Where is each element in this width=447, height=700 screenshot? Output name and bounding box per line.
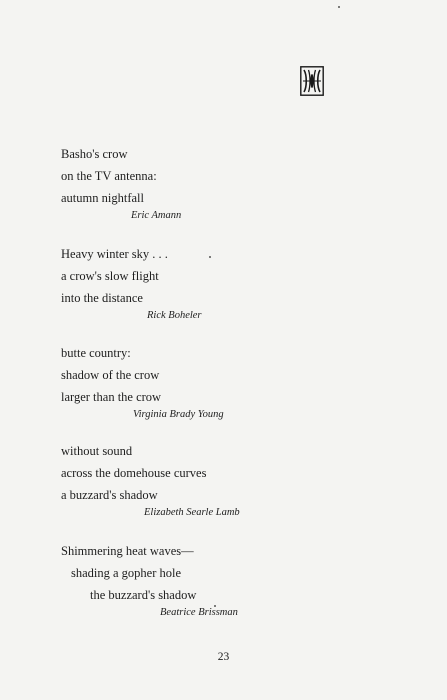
paper-speck [338, 6, 340, 8]
haiku-3 [61, 342, 224, 423]
poem-line: on the TV antenna: [61, 169, 157, 183]
poem-line: Basho's crow [61, 147, 128, 161]
haiku-5 [61, 540, 238, 621]
poem-line: Shimmering heat waves— [61, 544, 194, 558]
poem-author: Beatrice Brissman [160, 607, 238, 618]
poem-line: a crow's slow flight [61, 269, 159, 283]
decorative-emblem-icon [300, 66, 324, 96]
poem-line: the buzzard's shadow [90, 588, 197, 602]
poem-line: butte country: [61, 346, 131, 360]
poem-line: across the domehouse curves [61, 466, 207, 480]
poem-author: Elizabeth Searle Lamb [144, 507, 240, 518]
poem-line: a buzzard's shadow [61, 488, 158, 502]
poem-line: without sound [61, 444, 133, 458]
paper-speck [209, 256, 211, 258]
poem-line: shadow of the crow [61, 368, 160, 382]
poem-line: shading a gopher hole [71, 566, 182, 580]
paper-speck [214, 605, 216, 607]
poem-line: into the distance [61, 291, 143, 305]
poem-author: Eric Amann [131, 210, 182, 221]
poem-author: Rick Boheler [147, 310, 202, 321]
poem-author: Virginia Brady Young [133, 409, 224, 420]
haiku-4 [61, 440, 240, 521]
poem-line: autumn nightfall [61, 191, 144, 205]
poem-line: Heavy winter sky . . . [61, 247, 168, 261]
poem-line: larger than the crow [61, 390, 162, 404]
haiku-1 [61, 143, 181, 224]
page-number: 23 [217, 651, 230, 663]
haiku-2 [61, 243, 202, 324]
